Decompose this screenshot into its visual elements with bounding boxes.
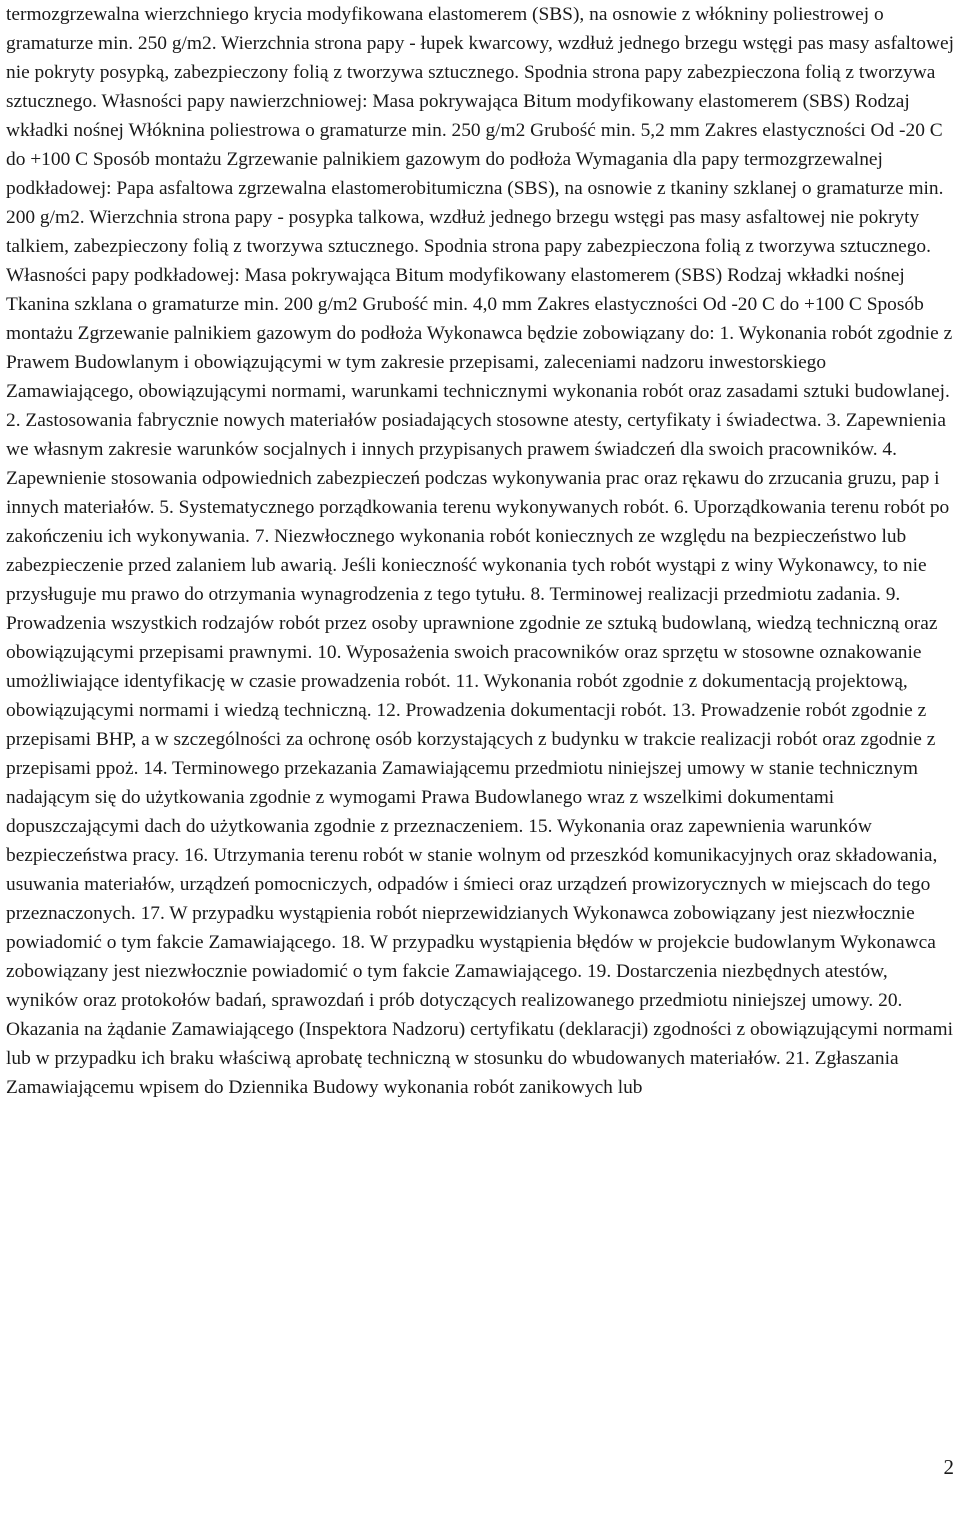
body-text: termozgrzewalna wierzchniego krycia modyfikowana elastomerem (SBS), na osnowie z włókniny poliestrowej o gramaturze min. 250 g/m2. Wierzchnia strona papy - łupek kwarcowy, wzdłuż jednego brzegu wstęgi pas masy asfaltowej nie pokryty posypką, zabezpieczony folią z tworzywa sztucznego. Spodnia strona papy zabezpieczona folią z tworzywa sztucznego. Własności papy nawierzchniowej: Masa pokrywająca Bitum modyfikowany elastomerem (SBS) Rodzaj wkładki nośnej Włóknina poliestrowa o gramaturze min. 250 g/m2 Grubość min. 5,2 mm Zakres elastyczności Od -20 C do +100 C Sposób montażu Zgrzewanie palnikiem gazowym do podłoża Wymagania dla papy termozgrzewalnej podkładowej: Papa asfaltowa zgrzewalna elastomerobitumiczna (SBS), na osnowie z tkaniny szklanej o gramaturze min. 200 g/m2. Wierzchnia strona papy - posypka talkowa, wzdłuż jednego brzegu wstęgi pas masy asfaltowej nie pokryty talkiem, zabezpieczony folią z tworzywa sztucznego. Spodnia strona papy zabezpieczona folią z tworzywa sztucznego. Własności papy podkładowej: Masa pokrywająca Bitum modyfikowany elastomerem (SBS) Rodzaj wkładki nośnej Tkanina szklana o gramaturze min. 200 g/m2 Grubość min. 4,0 mm Zakres elastyczności Od -20 C do +100 C Sposób montażu Zgrzewanie palnikiem gazowym do podłoża Wykonawca będzie zobowiązany do: 1. Wykonania robót zgodnie z Prawem Budowlanym i obowiązującymi w tym zakresie przepisami, zaleceniami nadzoru inwestorskiego Zamawiającego, obowiązującymi normami, warunkami technicznymi wykonania robót oraz zasadami sztuki budowlanej. 2. Zastosowania fabrycznie nowych materiałów posiadających stosowne atesty, certyfikaty i świadectwa. 3. Zapewnienia we własnym zakresie warunków socjalnych i innych przypisanych prawem świadczeń dla swoich pracowników. 4. Zapewnienie stosowania odpowiednich zabezpieczeń podczas wykonywania prac oraz rękawu do zrzucania gruzu, pap i innych materiałów. 5. Systematycznego porządkowania terenu wykonywanych robót. 6. Uporządkowania terenu robót po zakończeniu ich wykonywania. 7. Niezwłocznego wykonania robót koniecznych ze względu na bezpieczeństwo lub zabezpieczenie przed zalaniem lub awarią. Jeśli konieczność wykonania tych robót wystąpi z winy Wykonawcy, to nie przysługuje mu prawo do otrzymania wynagrodzenia z tego tytułu. 8. Terminowej realizacji przedmiotu zadania. 9. Prowadzenia wszystkich rodzajów robót przez osoby uprawnione zgodnie ze sztuką budowlaną, wiedzą techniczną oraz obowiązującymi przepisami prawnymi. 10. Wyposażenia swoich pracowników oraz sprzętu w stosowne oznakowanie umożliwiające identyfikację w czasie prowadzenia robót. 11. Wykonania robót zgodnie z dokumentacją projektową, obowiązującymi normami i wiedzą techniczną. 12. Prowadzenia dokumentacji robót. 13. Prowadzenie robót zgodnie z przepisami BHP, a w szczególności za ochronę osób korzystających z budynku w trakcie realizacji robót oraz zgodnie z przepisami ppoż. 14. Terminowego przekazania Zamawiającemu przedmiotu niniejszej umowy w stanie technicznym nadającym się do użytkowania zgodnie z wymogami Prawa Budowlanego wraz z wszelkimi dokumentami dopuszczającymi dach do użytkowania zgodnie z przeznaczeniem. 15. Wykonania oraz zapewnienia warunków bezpieczeństwa pracy. 16. Utrzymania terenu robót w stanie wolnym od przeszkód komunikacyjnych oraz składowania, usuwania materiałów, urządzeń pomocniczych, odpadów i śmieci oraz urządzeń prowizorycznych w miejscach do tego przeznaczonych. 17. W przypadku wystąpienia robót nieprzewidzianych Wykonawca zobowiązany jest niezwłocznie powiadomić o tym fakcie Zamawiającego. 18. W przypadku wystąpienia błędów w projekcie budowlanym Wykonawca zobowiązany jest niezwłocznie powiadomić o tym fakcie Zamawiającego. 19. Dostarczenia niezbędnych atestów, wyników oraz protokołów badań, sprawozdań i prób dotyczących realizowanego przedmiotu niniejszej umowy. 20. Okazania na żądanie Zamawiającego (Inspektora Nadzoru) certyfikatu (deklaracji) zgodności z obowiązującymi normami lub w przypadku ich braku właściwą aprobatę techniczną w stosunku do wbudowanych materiałów. 21. Zgłaszania Zamawiającemu wpisem do Dziennika Budowy wykonania robót zanikowych lub: [6, 4, 954, 1098]
page-number: 2: [943, 1455, 954, 1479]
